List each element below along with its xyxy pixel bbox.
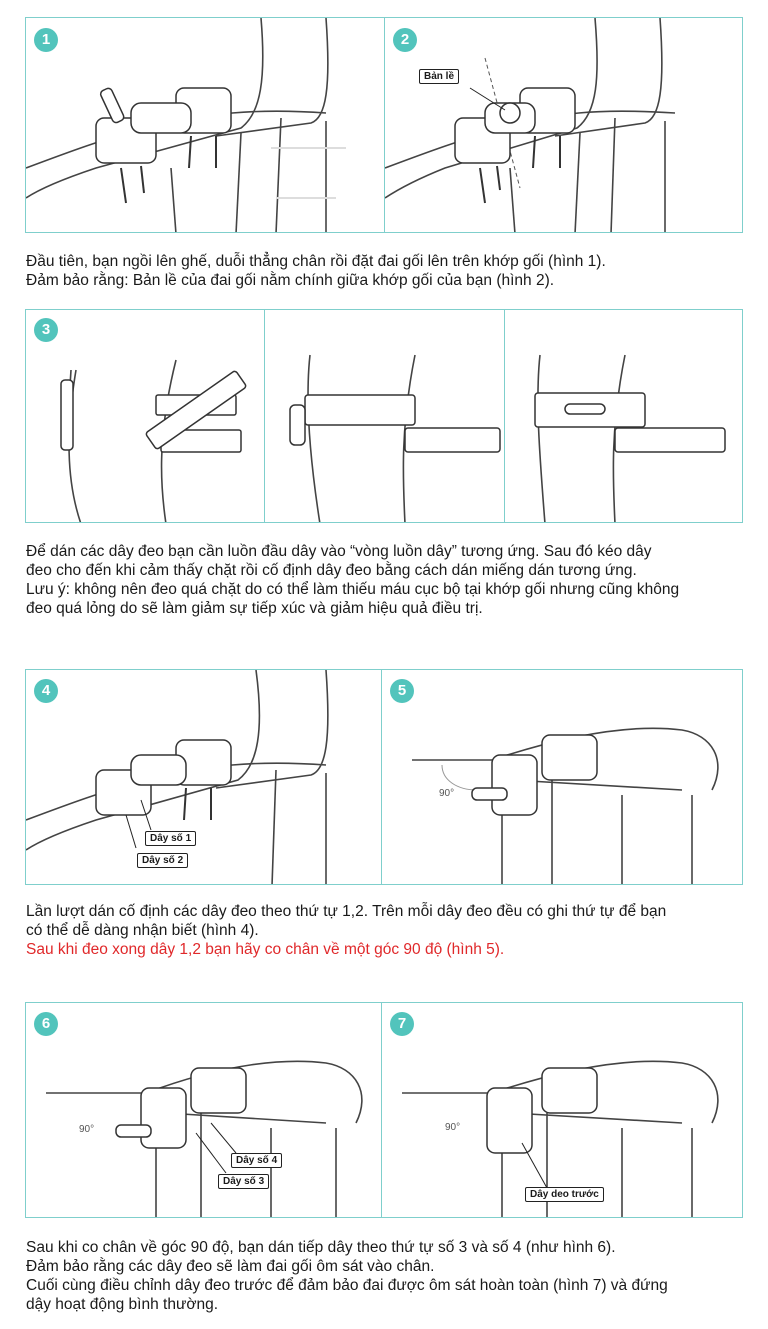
instruction-paragraph-3 [26, 902, 758, 959]
figure-1-leg-straight-illustration [26, 18, 384, 233]
instruction-line: Đảm bảo rằng: Bản lề của đai gối nằm chính giữa khớp gối của bạn (hình 2). [26, 272, 555, 289]
step-2-badge: 2 [393, 28, 417, 52]
figure-3b-pull-strap-illustration [265, 310, 505, 523]
figure-6-straps-3-4-illustration [26, 1003, 381, 1218]
instruction-line: Lưu ý: không nên đeo quá chặt do có thể làm thiếu máu cục bộ tại khớp gối nhưng cũng không [26, 581, 680, 598]
step-4-badge: 4 [34, 679, 58, 703]
instruction-line: Lần lượt dán cố định các dây đeo theo thứ tự 1,2. Trên mỗi dây đeo đều có ghi thứ tự để bạn [26, 903, 667, 920]
figure-5-bend-knee-illustration [382, 670, 743, 885]
instruction-line: Sau khi co chân về góc 90 độ, bạn dán tiếp dây theo thứ tự số 3 và số 4 (như hình 6). [26, 1239, 616, 1256]
strap-4-label: Dây số 4 [231, 1153, 282, 1168]
hinge-label: Bản lề [419, 69, 459, 84]
instruction-line: Cuối cùng điều chỉnh dây đeo trước để đảm bảo đai được ôm sát hoàn toàn (hình 7) và đứng [26, 1277, 668, 1294]
instruction-paragraph-2 [26, 542, 758, 618]
step-1-badge: 1 [34, 28, 58, 52]
angle-90-label: 90° [79, 1124, 95, 1135]
step-6-badge: 6 [34, 1012, 58, 1036]
instruction-line: dậy hoạt động bình thường. [26, 1296, 219, 1313]
instruction-line: đeo cho đến khi cảm thấy chặt rồi cố định dây đeo bằng cách dán miếng dán tương ứng. [26, 562, 637, 579]
instruction-line: Đảm bảo rằng các dây đeo sẽ làm đai gối ôm sát vào chân. [26, 1258, 435, 1275]
instruction-line: đeo quá lỏng do sẽ làm giảm sự tiếp xúc và giảm hiệu quả điều trị. [26, 600, 483, 617]
panel-steps-1-2 [25, 17, 743, 233]
strap-3-label: Dây số 3 [218, 1174, 269, 1189]
figure-2-hinge-alignment-illustration [385, 18, 743, 233]
instruction-paragraph-1 [26, 252, 758, 290]
figure-3c-fasten-strap-illustration [505, 310, 743, 523]
figure-7-front-strap-illustration [382, 1003, 743, 1218]
instruction-line: có thể dễ dàng nhận biết (hình 4). [26, 922, 259, 939]
front-strap-label: Dây deo trước [525, 1187, 604, 1202]
instruction-line: Để dán các dây đeo bạn cần luồn đầu dây vào “vòng luồn dây” tương ứng. Sau đó kéo dây [26, 543, 652, 560]
panel-steps-6-7 [25, 1002, 743, 1218]
strap-1-label: Dây số 1 [145, 831, 196, 846]
step-5-badge: 5 [390, 679, 414, 703]
angle-90-label: 90° [439, 788, 455, 799]
angle-90-label: 90° [445, 1122, 461, 1133]
figure-3a-thread-strap-illustration [26, 310, 264, 523]
step-3-badge: 3 [34, 318, 58, 342]
panel-step-3 [25, 309, 743, 523]
figure-4-fasten-straps-illustration [26, 670, 381, 885]
instruction-paragraph-4 [26, 1238, 758, 1314]
instruction-line-warning: Sau khi đeo xong dây 1,2 bạn hãy co chân về một góc 90 độ (hình 5). [26, 941, 505, 958]
step-7-badge: 7 [390, 1012, 414, 1036]
panel-steps-4-5 [25, 669, 743, 885]
strap-2-label: Dây số 2 [137, 853, 188, 868]
instruction-line: Đầu tiên, bạn ngồi lên ghế, duỗi thẳng chân rồi đặt đai gối lên trên khớp gối (hình 1). [26, 253, 606, 270]
